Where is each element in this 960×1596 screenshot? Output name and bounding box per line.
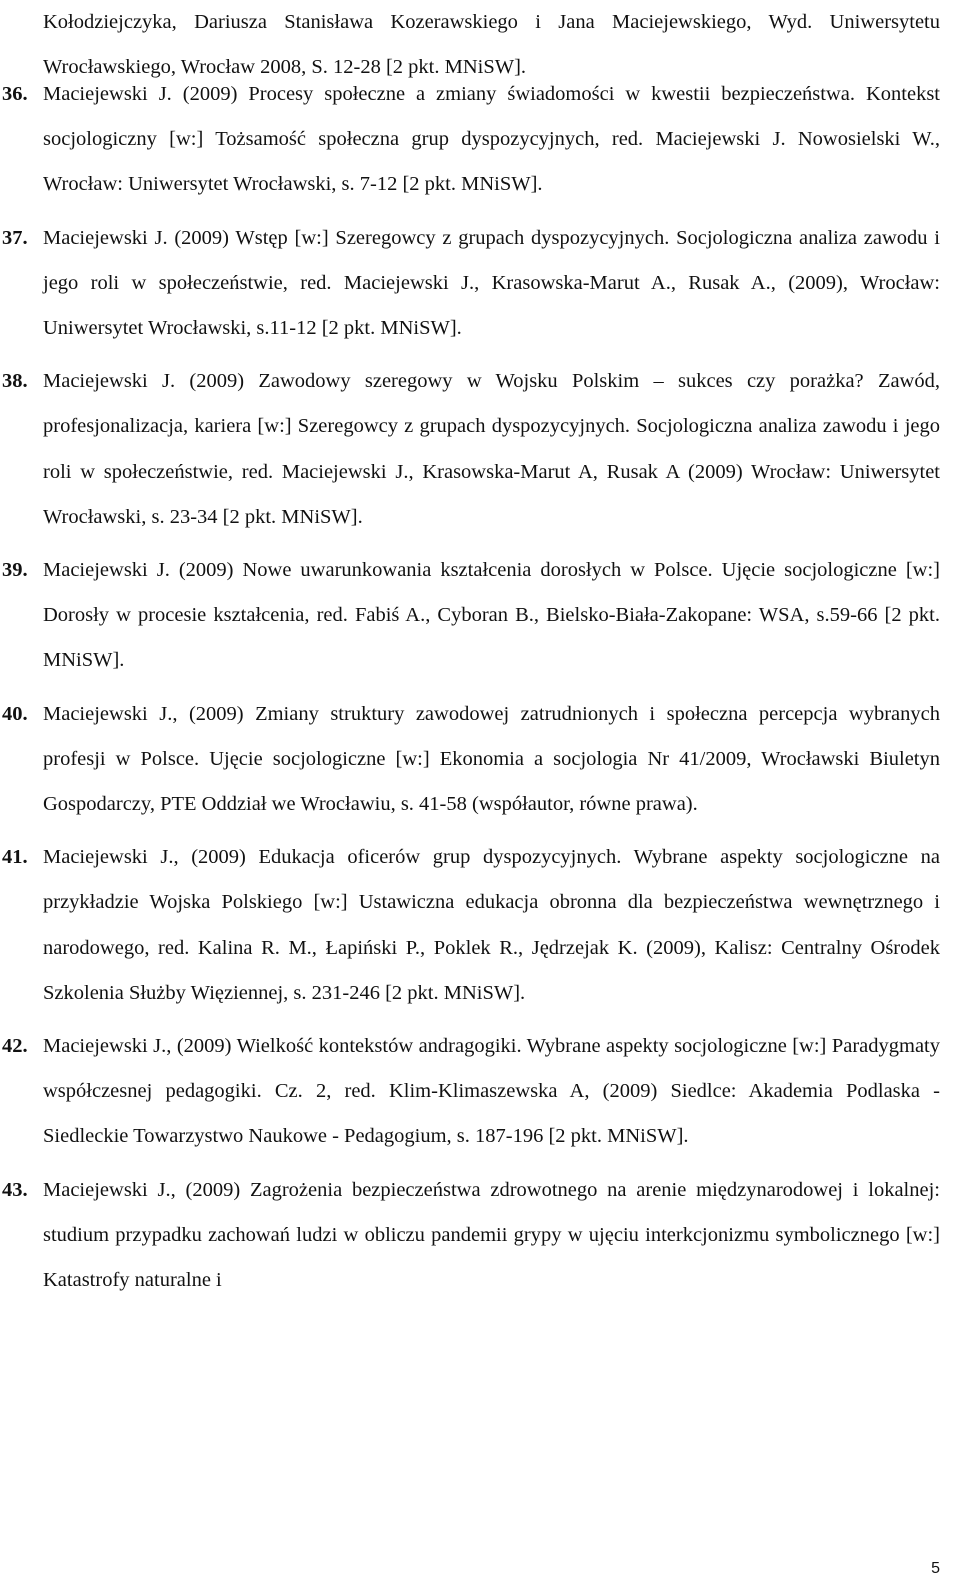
bibliography-entry-41 <box>0 835 940 1016</box>
entry-text: Maciejewski J., (2009) Zmiany struktury zawodowej zatrudnionych i społeczna percepcja wybranych profesji w Polsce. Ujęcie socjologiczne [w:] Ekonomia a socjologia Nr 41/2009, Wrocławski Biuletyn Gospodarczy, PTE Oddział we Wrocławiu, s. 41-58 (współautor, równe prawa). <box>43 702 940 816</box>
entry-text: Maciejewski J. (2009) Wstęp [w:] Szeregowcy z grupach dyspozycyjnych. Socjologiczna analiza zawodu i jego roli w społeczeństwie, red. Maciejewski J., Krasowska-Marut A., Rusak A., (2009), Wrocław: Uniwersytet Wrocławski, s.11-12 [2 pkt. MNiSW]. <box>43 226 940 340</box>
entry-text: Maciejewski J. (2009) Zawodowy szeregowy w Wojsku Polskim – sukces czy porażka? Zawód, profesjonalizacja, kariera [w:] Szeregowcy z grupach dyspozycyjnych. Socjologiczna analiza zawodu i jego roli w społeczeństwie, red. Maciejewski J., Krasowska-Marut A, Rusak A (2009) Wrocław: Uniwersytet Wrocławski, s. 23-34 [2 pkt. MNiSW]. <box>43 370 940 528</box>
entry-number: 42. <box>2 1035 28 1058</box>
entry-text: Maciejewski J., (2009) Edukacja oficerów grup dyspozycyjnych. Wybrane aspekty socjologiczne na przykładzie Wojska Polskiego [w:] Ustawiczna edukacja obronna dla bezpieczeństwa wewnętrznego i narodowego, red. Kalina R. M., Łapiński P., Poklek R., Jędrzejak K. (2009), Kalisz: Centralny Ośrodek Szkolenia Służby Więziennej, s. 231-246 [2 pkt. MNiSW]. <box>43 846 940 1004</box>
bibliography-entry-36 <box>0 72 940 208</box>
entry-number: 39. <box>2 559 28 582</box>
bibliography-entry-42 <box>0 1024 940 1160</box>
bibliography-entry-38 <box>0 359 940 540</box>
entry-number: 41. <box>2 846 28 869</box>
entry-text: Maciejewski J. (2009) Nowe uwarunkowania kształcenia dorosłych w Polsce. Ujęcie socjologiczne [w:] Dorosły w procesie kształcenia, red. Fabiś A., Cyboran B., Bielsko-Biała-Zakopane: WSA, s.59-66 [2 pkt. MNiSW]. <box>43 559 940 672</box>
entry-number: 36. <box>2 83 28 105</box>
intro-paragraph: Kołodziejczyka, Dariusza Stanisława Kozerawskiego i Jana Maciejewskiego, Wyd. Uniwersytetu Wrocławskiego, Wrocław 2008, S. 12-28 [2 pkt. MNiSW]. <box>43 11 940 79</box>
entry-text: Maciejewski J. (2009) Procesy społeczne a zmiany świadomości w kwestii bezpieczeństwa. Kontekst socjologiczny [w:] Tożsamość społeczna grup dyspozycyjnych, red. Maciejewski J. Nowosielski W., Wrocław: Uniwersytet Wrocławski, s. 7-12 [2 pkt. MNiSW]. <box>43 83 940 196</box>
bibliography-entry-43 <box>0 1168 940 1304</box>
entry-text: Maciejewski J., (2009) Wielkość kontekstów andragogiki. Wybrane aspekty socjologiczne [w:] Paradygmaty współczesnej pedagogiki. Cz. 2, red. Klim-Klimaszewska A, (2009) Siedlce: Akademia Podlaska - Siedleckie Towarzystwo Naukowe - Pedagogium, s. 187-196 [2 pkt. MNiSW]. <box>43 1035 940 1148</box>
bibliography-entry-37 <box>0 216 940 352</box>
entry-number: 37. <box>2 226 28 249</box>
entry-number: 38. <box>2 370 28 393</box>
bibliography-entry-39 <box>0 548 940 684</box>
bibliography-entry-40 <box>0 692 940 828</box>
entry-text: Maciejewski J., (2009) Zagrożenia bezpieczeństwa zdrowotnego na arenie międzynarodowej i lokalnej: studium przypadku zachowań ludzi w obliczu pandemii grypy w ujęciu interkcjonizmu symbolicznego [w:] Katastrofy naturalne i <box>43 1178 940 1292</box>
page-number: 5 <box>931 1560 940 1577</box>
entry-number: 40. <box>2 702 28 725</box>
bibliography-list <box>0 72 940 1311</box>
entry-number: 43. <box>2 1178 28 1201</box>
